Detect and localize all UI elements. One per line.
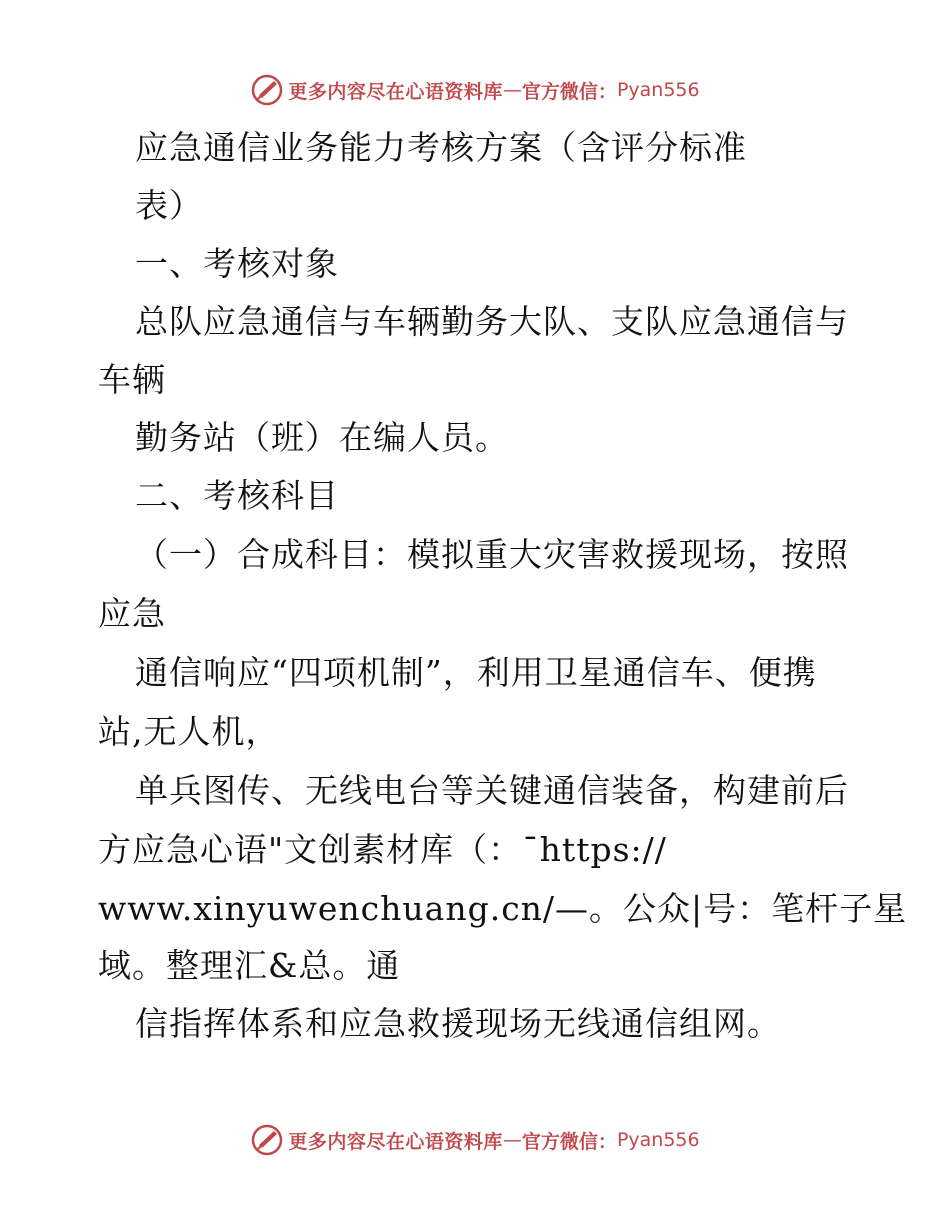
logo-icon xyxy=(250,1123,284,1157)
doc-title-line-1: 应急通信业务能力考核方案（含评分标准 xyxy=(135,128,747,167)
banner-label: 官方微信： xyxy=(521,80,617,103)
section-heading-1: 一、考核对象 xyxy=(135,244,339,283)
paragraph-line: 应急 xyxy=(98,594,166,633)
doc-title-line-2: 表） xyxy=(135,186,203,225)
paragraph-line: 总队应急通信与车辆勤务大队、支队应急通信与 xyxy=(135,302,849,341)
paragraph-line: 单兵图传、无线电台等关键通信装备，构建前后 xyxy=(135,771,849,810)
banner-label: 官方微信： xyxy=(521,1130,617,1153)
footer-watermark-banner xyxy=(0,1120,950,1160)
banner-wechat-id: Pyan556 xyxy=(616,1129,700,1151)
banner-separator: — xyxy=(502,1129,522,1151)
banner-main-text: 更多内容尽在心语资料库 xyxy=(288,80,503,103)
paragraph-line: 通信响应“四项机制”，利用卫星通信车、便携 xyxy=(135,653,817,692)
paragraph-line: 车辆 xyxy=(98,360,166,399)
paragraph-line: （一）合成科目：模拟重大灾害救援现场，按照 xyxy=(135,535,849,574)
paragraph-line: 勤务站（班）在编人员。 xyxy=(135,418,509,457)
banner-wechat-id: Pyan556 xyxy=(616,79,700,101)
paragraph-line: 信指挥体系和应急救援现场无线通信组网。 xyxy=(135,1004,781,1043)
banner-main-text: 更多内容尽在心语资料库 xyxy=(288,1130,503,1153)
banner-separator: — xyxy=(502,79,522,101)
paragraph-line: 站,无人机， xyxy=(98,712,280,751)
paragraph-line: 方应急心语"文创素材库（：¯https:// xyxy=(98,830,667,869)
section-heading-2: 二、考核科目 xyxy=(135,476,339,515)
paragraph-line: www.xinyuwenchuang.cn/—。公众|号：笔杆子星 xyxy=(98,889,908,928)
paragraph-line: 域。整理汇&总。通 xyxy=(98,946,401,985)
